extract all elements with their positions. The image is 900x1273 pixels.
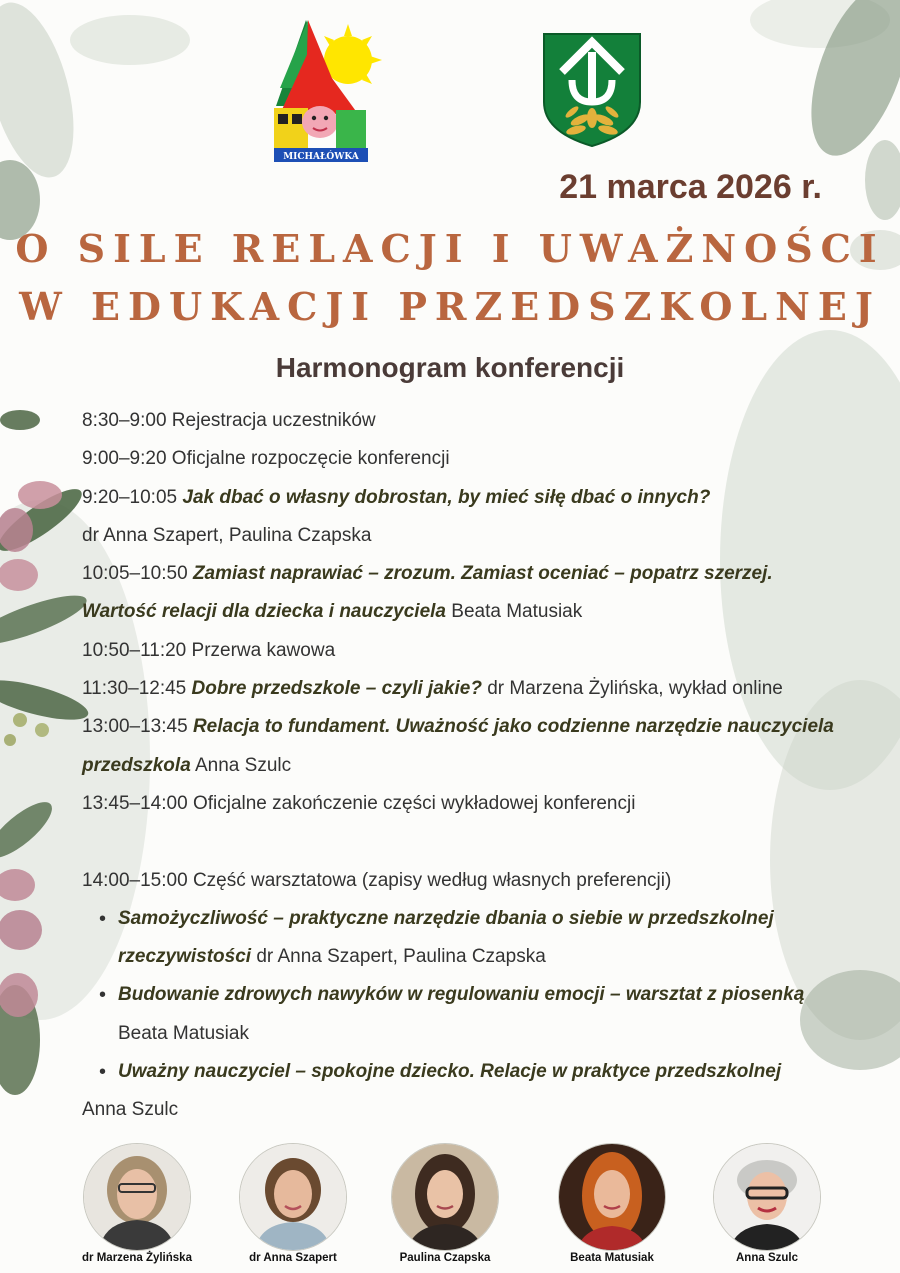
speaker-card <box>692 1144 842 1264</box>
svg-text:MICHAŁÓWKA: MICHAŁÓWKA <box>283 152 359 162</box>
agenda-text: Rejestracja uczestników <box>166 410 376 431</box>
speaker-card <box>370 1144 520 1264</box>
agenda-item <box>82 440 882 478</box>
speaker-name: Beata Matusiak <box>570 1252 654 1264</box>
agenda-item <box>82 555 882 593</box>
spacer <box>82 823 882 861</box>
workshop-item <box>82 900 882 938</box>
agenda-time: 10:05–10:50 <box>82 563 188 585</box>
avatar <box>240 1144 346 1250</box>
avatar <box>714 1144 820 1250</box>
agenda-topic: Relacja to fundament. Uważność jako codzienne narzędzie nauczyciela <box>187 716 834 738</box>
coat-of-arms-icon <box>542 32 642 148</box>
agenda-topic: Dobre przedszkole – czyli jakie? <box>186 678 482 700</box>
agenda-item-continued <box>82 593 882 631</box>
agenda-time: 8:30–9:00 <box>82 410 167 431</box>
agenda-item-continued <box>82 747 882 785</box>
workshop-speaker: Anna Szulc <box>82 1099 179 1121</box>
workshop-item-continued <box>82 938 882 976</box>
speaker-name: dr Anna Szapert <box>249 1252 337 1264</box>
workshop-item <box>82 1053 882 1091</box>
michalowka-logo <box>266 18 386 166</box>
agenda-time: 13:00–13:45 <box>82 716 188 738</box>
workshop-topic: Budowanie zdrowych nawyków w regulowaniu emocji – warsztat z piosenką <box>118 984 805 1006</box>
avatar <box>392 1144 498 1250</box>
agenda-item <box>82 632 882 670</box>
workshop-topic: Uważny nauczyciel – spokojne dziecko. Relacje w praktyce przedszkolnej <box>118 1061 782 1083</box>
portrait-photo-icon <box>559 1144 665 1250</box>
workshop-item <box>82 976 882 1014</box>
agenda-item <box>82 402 882 440</box>
agenda-time: 11:30–12:45 <box>82 678 187 700</box>
agenda-list <box>82 402 882 1130</box>
agenda-time: 9:20–10:05 <box>82 486 178 508</box>
agenda-time: 9:00–9:20 <box>82 448 167 470</box>
speaker-card <box>62 1144 212 1264</box>
workshop-speakers: dr Anna Szapert, Paulina Czapska <box>251 946 546 968</box>
speaker-name: dr Marzena Żylińska <box>82 1252 192 1264</box>
agenda-speakers: dr Anna Szapert, Paulina Czapska <box>82 524 372 546</box>
agenda-text: Oficjalne rozpoczęcie konferencji <box>166 448 450 470</box>
speaker-name: Anna Szulc <box>736 1252 798 1264</box>
agenda-speaker: dr Marzena Żylińska, wykład online <box>481 678 783 700</box>
speaker-card <box>218 1144 368 1264</box>
agenda-item <box>82 708 882 746</box>
agenda-item <box>82 862 882 900</box>
agenda-text: Część warsztatowa (zapisy według własnych preferencji) <box>187 869 672 891</box>
agenda-speaker: Beata Matusiak <box>446 601 583 623</box>
agenda-topic: przedszkola <box>82 754 191 776</box>
agenda-time: 13:45–14:00 <box>82 792 188 814</box>
agenda-speaker: Anna Szulc <box>190 754 292 776</box>
portrait-photo-icon <box>84 1144 190 1250</box>
workshop-topic: rzeczywistości <box>118 946 252 968</box>
agenda-topic: Jak dbać o własny dobrostan, by mieć siłę dbać o innych? <box>177 486 711 508</box>
agenda-time: 14:00–15:00 <box>82 869 188 891</box>
portrait-photo-icon <box>714 1144 820 1250</box>
avatar <box>84 1144 190 1250</box>
speaker-card <box>537 1144 687 1264</box>
portrait-photo-icon <box>392 1144 498 1250</box>
portrait-photo-icon <box>240 1144 346 1250</box>
title-line-2: W EDUKACJI PRZEDSZKOLNEJ <box>19 284 881 329</box>
speaker-name: Paulina Czapska <box>399 1252 491 1264</box>
agenda-item <box>82 670 882 708</box>
agenda-text: Oficjalne zakończenie części wykładowej konferencji <box>187 792 636 814</box>
speaker-gallery <box>0 1144 900 1264</box>
avatar <box>559 1144 665 1250</box>
agenda-item <box>82 479 882 517</box>
agenda-topic: Zamiast naprawiać – zrozum. Zamiast oceniać – popatrz szerzej. <box>187 563 773 585</box>
event-date: 21 marca 2026 r. <box>559 168 822 206</box>
agenda-item <box>82 785 882 823</box>
workshop-speaker: Beata Matusiak <box>118 1022 249 1044</box>
agenda-time: 10:50–11:20 <box>82 639 187 661</box>
workshop-topic: Samożyczliwość – praktyczne narzędzie dbania o siebie w przedszkolnej <box>118 907 774 929</box>
title-line-1: O SILE RELACJI I UWAŻNOŚCI <box>15 226 885 271</box>
schedule-heading: Harmonogram konferencji <box>275 352 625 383</box>
agenda-text: Przerwa kawowa <box>186 639 336 661</box>
agenda-topic: Wartość relacji dla dziecka i nauczyciela <box>82 601 446 623</box>
